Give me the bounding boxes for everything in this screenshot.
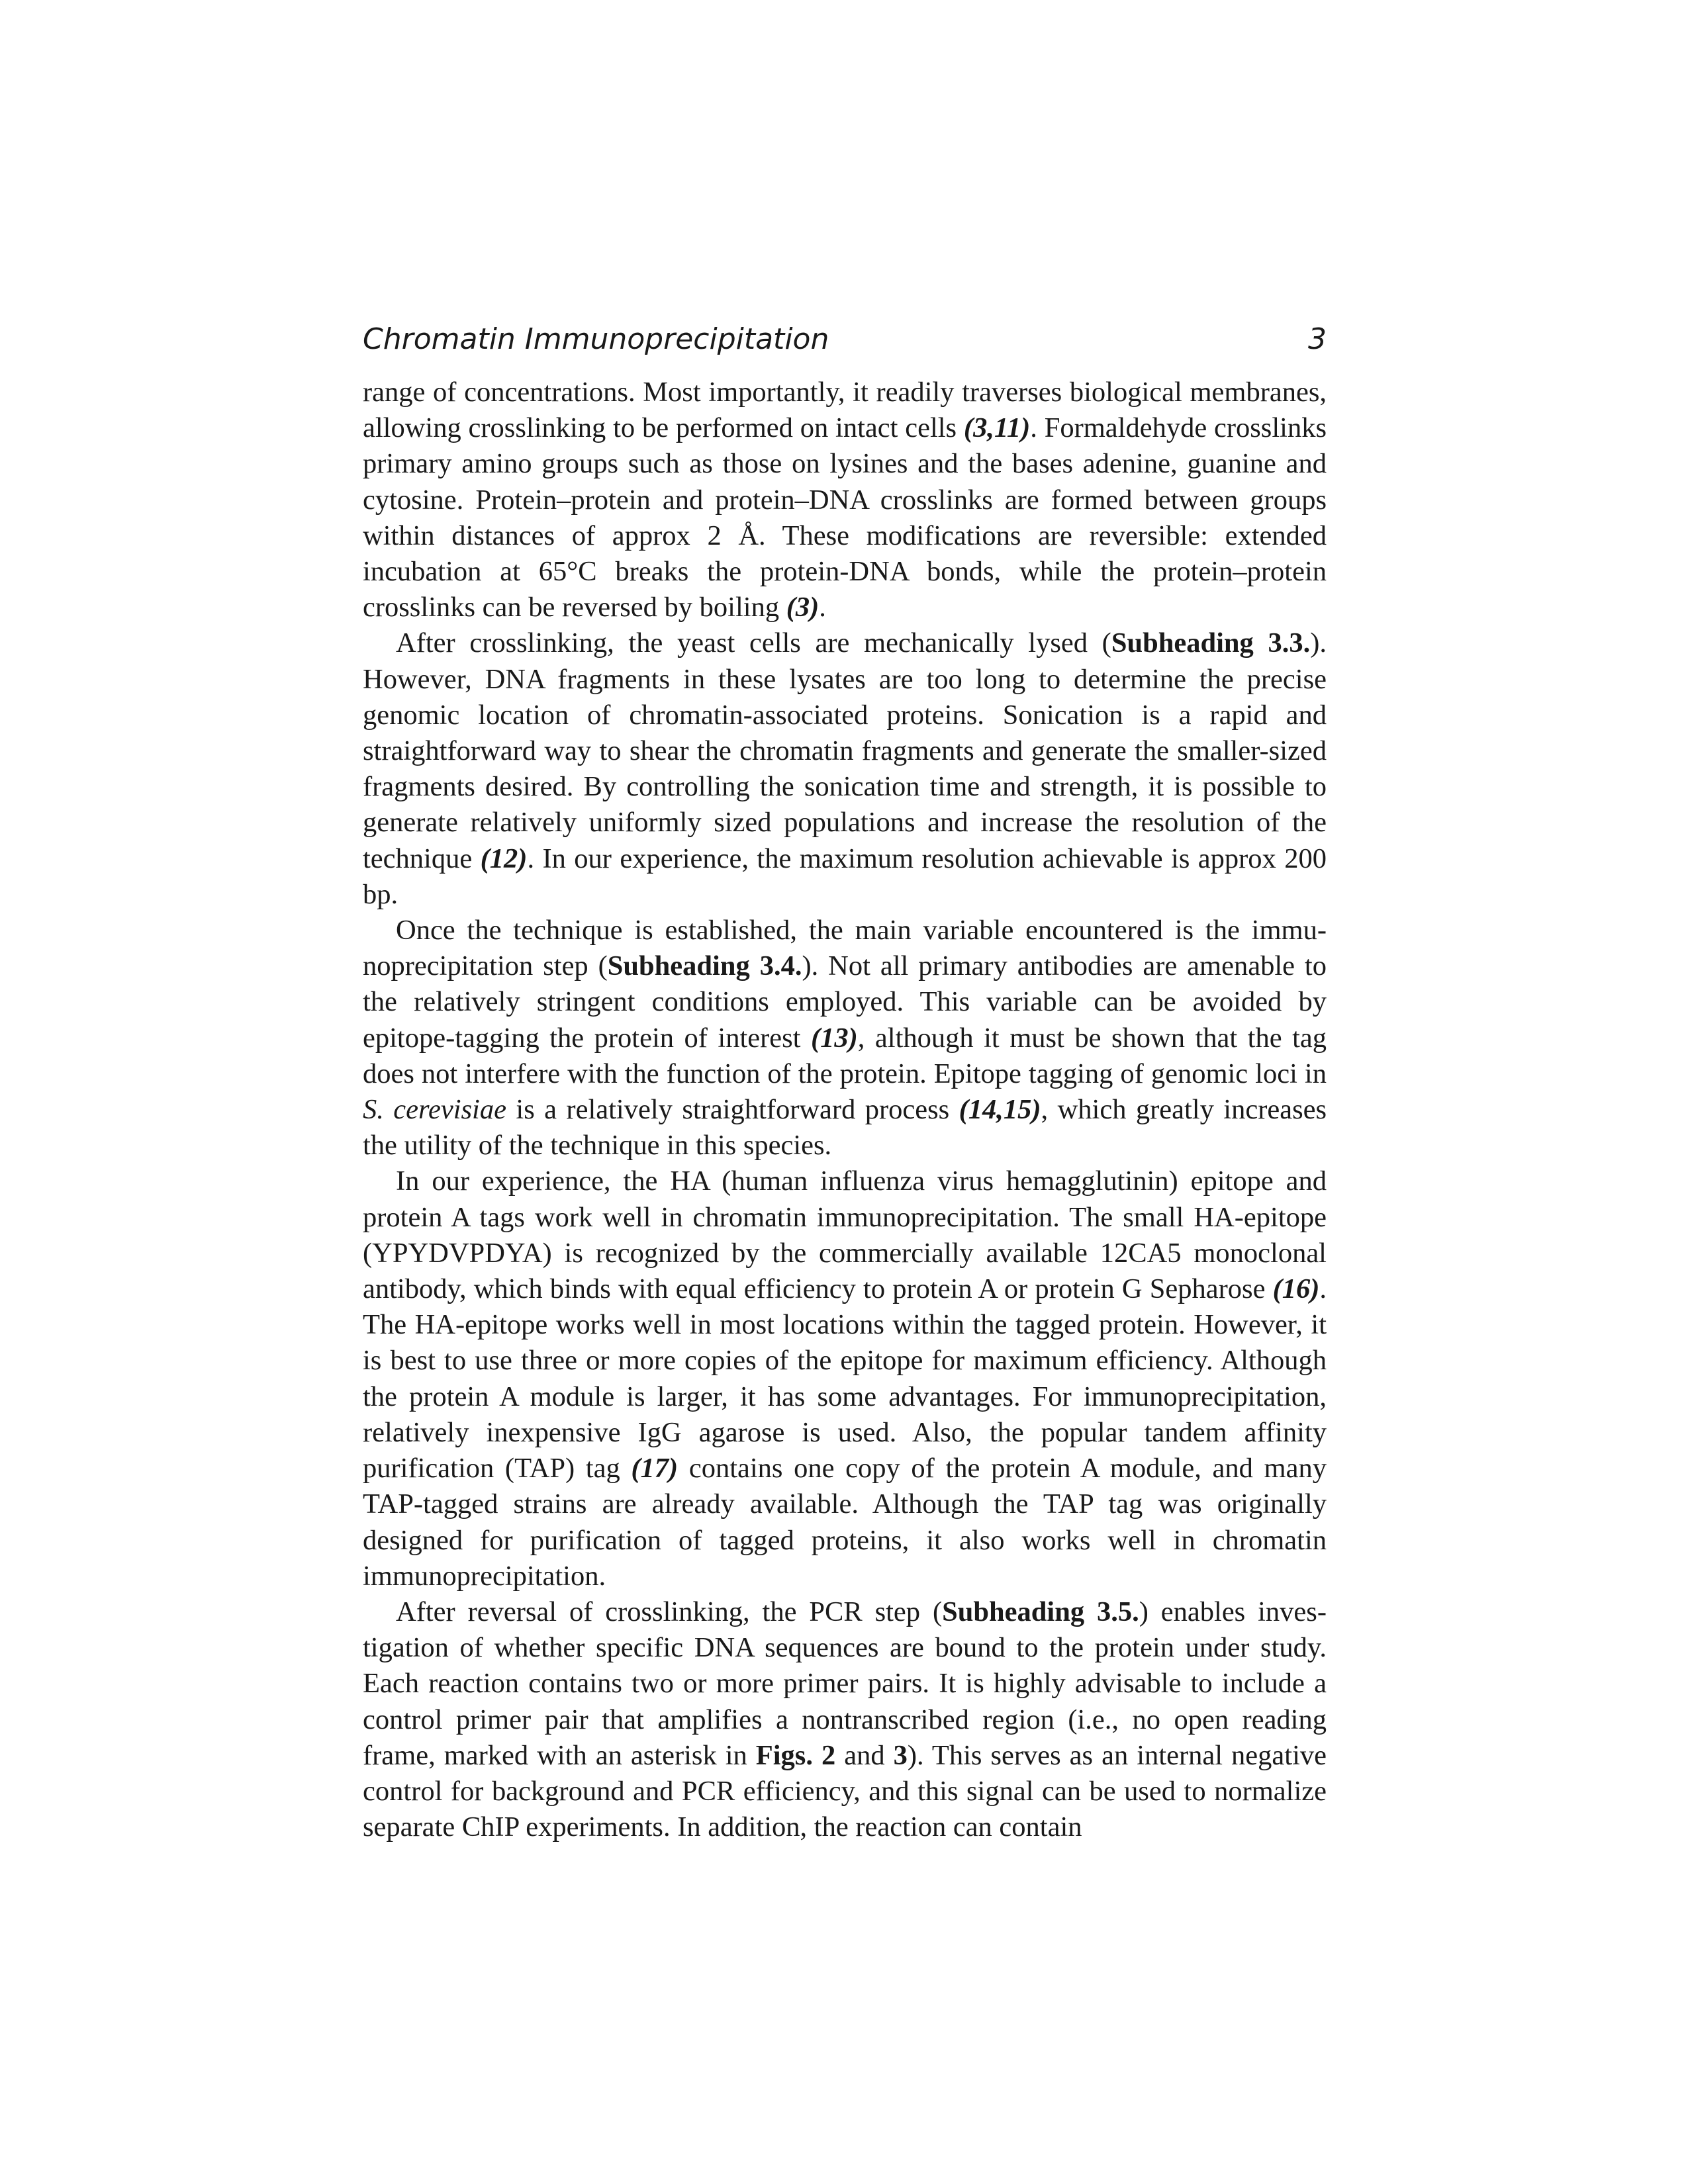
citation: (13) [810,1022,858,1054]
citation: (14,15) [959,1094,1041,1126]
page-number: 3 [1308,322,1327,356]
citation: (3,11) [963,412,1031,444]
text-run: After reversal of crosslinking, the PCR step ( [396,1596,943,1627]
running-head [363,316,1327,363]
citation: (16) [1272,1273,1320,1305]
paragraph-4 [363,1163,1327,1594]
citation: (12) [480,842,528,874]
species-name: S. cerevisiae [363,1094,506,1126]
text-run: , which greatly increases the utility of the technique in this species. [363,1094,1327,1161]
paragraph-5 [363,1594,1327,1845]
cross-reference: Subheading 3.5. [942,1596,1139,1627]
text-run: ). This serves as an internal negative control for background and PCR efficiency, and this signal can be used to normalize separate ChIP experiments. In addition, the reaction can contain [363,1739,1327,1843]
text-run: ) enables investigation of whether specific DNA sequences are bound to the protein under study. Each reaction contains two or more primer pairs. It is highly advisable to include a control primer pair that amplifies a nontranscribed region (i.e., no open reading frame, marked with an asterisk in [363,1596,1327,1771]
text-run: . Formaldehyde crosslinks primary amino groups such as those on lysines and the bases adenine, guanine and cytosine. Protein–protein and protein–DNA crosslinks are formed between groups within distances of approx 2 Å. These modifications are reversible: extended incubation at 65°C breaks the protein-DNA bonds, while the protein–protein crosslinks can be reversed by boiling [363,412,1327,623]
cross-reference: Figs. 2 [755,1739,836,1771]
text-run: contains one copy of the protein A module, and many TAP-tagged strains are already available. Although the TAP tag was originally designed for purification of tagged proteins, it also works well in chromatin immunoprecipitation. [363,1453,1327,1592]
body-text [363,375,1327,1845]
text-run: ). Not all primary antibodies are amenable to the relatively stringent conditions employed. This variable can be avoided by epitope-tagging the protein of interest [363,950,1327,1054]
cross-reference: Subheading 3.4. [607,950,802,982]
text-run: range of concentrations. Most importantly, it readily traverses biological membranes, allowing crosslinking to be performed on intact cells [363,377,1327,444]
text-run: After crosslinking, the yeast cells are mechanically lysed ( [396,627,1111,659]
paragraph-1 [363,375,1327,625]
paragraph-2 [363,625,1327,913]
text-run: is a relatively straightforward process [506,1094,959,1126]
text-run: , although it must be shown that the tag does not interfere with the function of the protein. Epitope tagging of genomic loci in [363,1022,1327,1089]
text-run: Once the technique is established, the main variable encountered is the immunoprecipitation step ( [363,915,1327,982]
text-run: . In our experience, the maximum resolution achievable is approx 200 bp. [363,842,1327,910]
cross-reference: Subheading 3.3. [1111,627,1311,659]
citation: (3) [786,592,820,623]
cross-reference: 3 [893,1739,908,1771]
running-title: Chromatin Immunoprecipitation [363,322,829,356]
text-run: and [835,1739,894,1771]
paragraph-3 [363,913,1327,1163]
citation: (17) [631,1453,679,1484]
text-run: In our experience, the HA (human influenza virus hemagglutinin) epitope and protein A tags work well in chromatin immunoprecipitation. The small HA-epitope (YPYDVPDYA) is recognized by the commercially available 12CA5 monoclonal antibody, which binds with equal efficiency to protein A or protein G Sepharose [363,1165,1327,1305]
page [363,316,1327,1845]
text-run: ). However, DNA fragments in these lysates are too long to determine the precise genomic location of chromatin-associated proteins. Sonication is a rapid and straightforward way to shear the chromatin fragments and generate the smaller-sized fragments desired. By controlling the sonication time and strength, it is possible to generate relatively uniformly sized populations and increase the resolution of the technique [363,627,1327,874]
text-run: . The HA-epitope works well in most locations within the tagged protein. However, it is best to use three or more copies of the epitope for maximum efficiency. Although the protein A module is larger, it has some advantages. For immunoprecipitation, relatively inexpensive IgG agarose is used. Also, the popular tandem affinity purification (TAP) tag [363,1273,1327,1484]
text-run: . [819,592,826,623]
